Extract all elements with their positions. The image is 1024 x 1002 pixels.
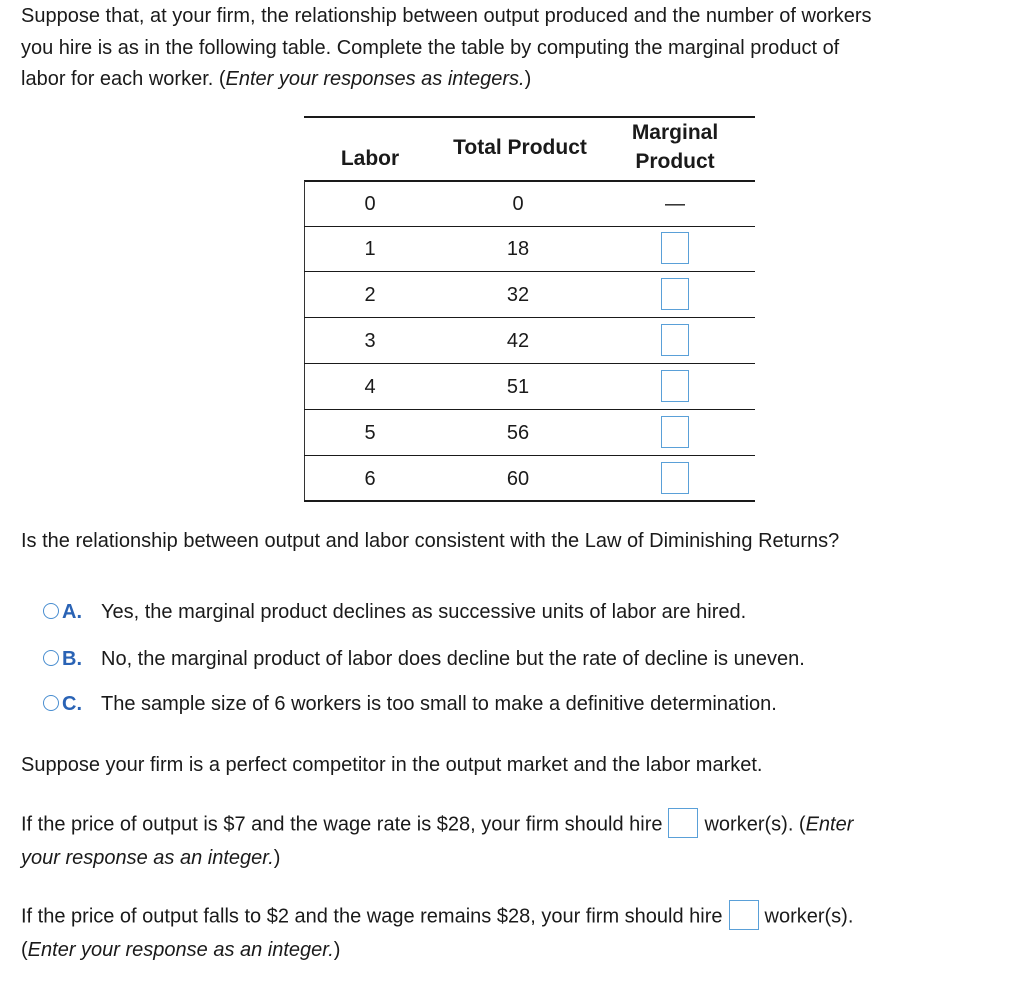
workers-input-price-7[interactable] — [668, 808, 698, 838]
cell-labor-3: 3 — [364, 330, 376, 352]
row-rule — [304, 317, 755, 318]
intro-line-3: labor for each worker. (Enter your responses as integers.) — [21, 68, 532, 90]
mp-input-6[interactable] — [661, 462, 689, 494]
radio-c[interactable] — [43, 695, 59, 711]
cell-total-5: 56 — [506, 422, 530, 444]
row-rule — [304, 455, 755, 456]
cell-labor-5: 5 — [364, 422, 376, 444]
radio-b[interactable] — [43, 650, 59, 666]
intro-line-1: Suppose that, at your firm, the relationship between output produced and the number of workers — [21, 5, 872, 27]
table-header-rule — [304, 180, 755, 182]
mp-input-5[interactable] — [661, 416, 689, 448]
mp-input-1[interactable] — [661, 232, 689, 264]
cell-labor-2: 2 — [364, 284, 376, 306]
table-left-border — [304, 181, 305, 502]
mp-input-2[interactable] — [661, 278, 689, 310]
cell-labor-1: 1 — [364, 238, 376, 260]
option-a-text: Yes, the marginal product declines as successive units of labor are hired. — [101, 601, 747, 623]
mp-input-4[interactable] — [661, 370, 689, 402]
row-rule — [304, 271, 755, 272]
intro-line-2: you hire is as in the following table. Complete the table by computing the marginal product of — [21, 37, 840, 59]
q2-line-2: your response as an integer.) — [21, 847, 281, 869]
cell-labor-0: 0 — [364, 193, 376, 215]
header-labor: Labor — [340, 147, 400, 170]
option-c-letter: C. — [62, 693, 82, 715]
row-rule — [304, 226, 755, 227]
option-a-letter: A. — [62, 601, 82, 623]
cell-total-1: 18 — [506, 238, 530, 260]
cell-total-0: 0 — [512, 193, 524, 215]
mp-input-3[interactable] — [661, 324, 689, 356]
workers-input-price-2[interactable] — [729, 900, 759, 930]
q2-line-1: If the price of output is $7 and the wage rate is $28, your firm should hire worker(s). (Enter — [21, 812, 853, 838]
radio-a[interactable] — [43, 603, 59, 619]
table-bottom-rule — [304, 500, 755, 502]
competitor-statement: Suppose your firm is a perfect competitor in the output market and the labor market. — [21, 754, 763, 776]
header-product: Product — [635, 150, 715, 173]
option-b-text: No, the marginal product of labor does decline but the rate of decline is uneven. — [101, 648, 805, 670]
cell-total-6: 60 — [506, 468, 530, 490]
table-top-rule — [304, 116, 755, 118]
cell-total-2: 32 — [506, 284, 530, 306]
q3-line-1: If the price of output falls to $2 and the wage remains $28, your firm should hire worker(s). — [21, 904, 853, 930]
cell-total-4: 51 — [506, 376, 530, 398]
row-rule — [304, 363, 755, 364]
row-rule — [304, 409, 755, 410]
diminishing-returns-question: Is the relationship between output and labor consistent with the Law of Diminishing Returns? — [21, 530, 840, 552]
option-b-letter: B. — [62, 648, 82, 670]
header-total-product: Total Product — [453, 136, 587, 159]
option-c-text: The sample size of 6 workers is too small to make a definitive determination. — [101, 693, 777, 715]
cell-total-3: 42 — [506, 330, 530, 352]
cell-labor-6: 6 — [364, 468, 376, 490]
cell-mp-0-dash: — — [665, 193, 685, 215]
q3-line-2: (Enter your response as an integer.) — [21, 939, 341, 961]
header-marginal: Marginal — [631, 121, 719, 144]
cell-labor-4: 4 — [364, 376, 376, 398]
